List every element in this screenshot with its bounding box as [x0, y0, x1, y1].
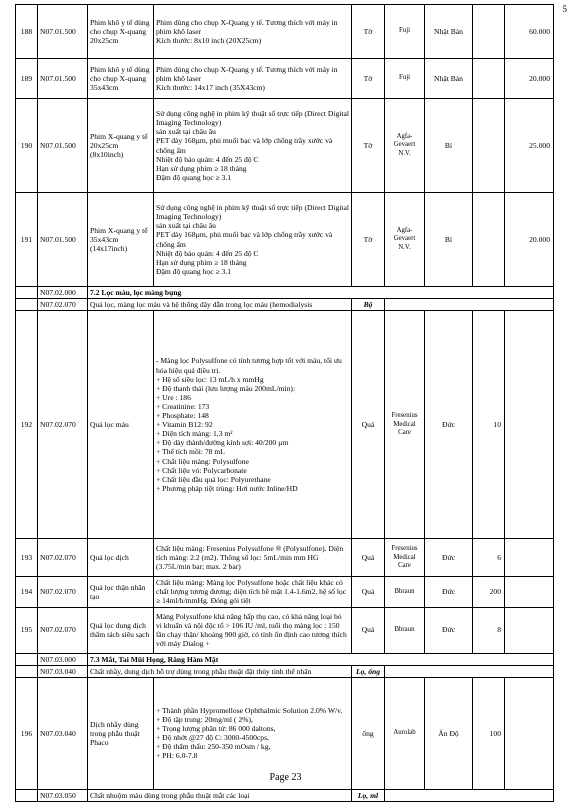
spec-line: Chất liệu màng: Fresenius Polysulfone ® (Polysulfone). Diện tích màng: 2.2 (m2). Thông số lọc: 5mL/min mm HG (3.75L/min bar; max. 2 bar)	[156, 544, 344, 572]
spec-line: + Phương pháp tiệt trùng: Hơi nước Inline/HD	[156, 483, 298, 493]
section-row	[16, 287, 554, 299]
group-unit: Lọ, ml	[352, 789, 385, 801]
item-price: 20.000	[505, 193, 554, 287]
spec-line: Kích thước: 14x17 inch (35X43cm)	[156, 83, 265, 93]
section-row	[16, 653, 554, 665]
item-price: 60.000	[505, 5, 554, 59]
group-empty	[385, 665, 554, 677]
item-name: Quả lọc máu	[88, 311, 154, 539]
table-row	[16, 577, 554, 607]
item-country: Đức	[425, 577, 473, 607]
item-unit: Quả	[352, 539, 385, 577]
group-unit: Lọ, ống	[352, 665, 385, 677]
item-code: N07.03.040	[38, 677, 88, 789]
table-row	[16, 539, 554, 577]
row-number: 192	[16, 311, 38, 539]
item-manufacturer: Bbraun	[385, 577, 425, 607]
section-code: N07.02.000	[38, 287, 88, 299]
spec-line: Chất liệu màng: Màng lọc Polysulfone hoặc chất liệu khác có chất lượng tương đương; diện tích bề mặt 1.4-1.6m2, hệ số lọc ≥ 14ml/h/mmHg. Đóng gói tiệt	[156, 578, 347, 606]
spec-line: Nhiệt độ bảo quản: 4 đến 25 độ C	[156, 248, 259, 258]
spec-line: + Phosphate: 148	[156, 411, 209, 421]
item-price: 25.000	[505, 99, 554, 193]
item-quantity: 8	[473, 607, 505, 653]
item-quantity	[473, 193, 505, 287]
spec-line: sản xuất tại châu âu	[156, 127, 216, 137]
spec-line: Hạn sử dụng phim ≥ 18 tháng	[156, 163, 247, 173]
item-unit: Tờ	[352, 193, 385, 287]
spec-line: + Creatinine: 173	[156, 401, 210, 411]
spec-line: + Độ dày thành/đường kính sợi: 40/200 µm	[156, 438, 289, 448]
item-name: Phim khô y tế dùng cho chụp X-quang 35x43cm	[88, 59, 154, 99]
spec-line: + Ure : 186	[156, 392, 191, 402]
spec-line: + PH: 6.0-7.8	[156, 751, 198, 761]
item-price: 20.000	[505, 59, 554, 99]
row-number	[16, 789, 38, 801]
item-unit: Quả	[352, 577, 385, 607]
spec-line: + Thành phần Hypromellose Ophthalmic Solution 2.0% W/v.	[156, 705, 343, 715]
table-row	[16, 5, 554, 59]
item-manufacturer: Fuji	[385, 59, 425, 99]
item-unit: Tờ	[352, 5, 385, 59]
item-quantity: 200	[473, 577, 505, 607]
row-number	[16, 653, 38, 665]
group-row	[16, 665, 554, 677]
item-manufacturer: Fuji	[385, 5, 425, 59]
row-number: 195	[16, 607, 38, 653]
item-manufacturer: Bbraun	[385, 607, 425, 653]
row-number: 196	[16, 677, 38, 789]
spec-line: + Hệ số siêu lọc: 13 mL/h x mmHg	[156, 374, 264, 384]
item-quantity: 100	[473, 677, 505, 789]
spec-line: + Vitamin B12: 92	[156, 420, 213, 430]
spec-line: + Chất liệu vỏ: Polycarbonate	[156, 465, 247, 475]
row-number	[16, 299, 38, 311]
table-row	[16, 99, 554, 193]
item-quantity	[473, 59, 505, 99]
section-title: 7.2 Lọc máu, lọc màng bụng	[88, 287, 554, 299]
item-name: Quả lọc thận nhân tạo	[88, 577, 154, 607]
group-title: Quả lọc, màng lọc máu và hệ thống dây dẫn trong lọc máu (hemodialysis	[88, 299, 352, 311]
section-title: 7.3 Mắt, Tai Mũi Họng, Răng Hàm Mặt	[88, 653, 554, 665]
item-code: N07.01.500	[38, 99, 88, 193]
table-row	[16, 607, 554, 653]
table-row	[16, 193, 554, 287]
item-unit: Quả	[352, 311, 385, 539]
table-row	[16, 59, 554, 99]
table-row	[16, 311, 554, 539]
spec-line: Nhiệt độ bảo quản: 4 đến 25 độ C	[156, 154, 259, 164]
item-name: Quả lọc dung dịch thẩm tách siêu sạch	[88, 607, 154, 653]
item-spec	[154, 99, 352, 193]
row-number: 193	[16, 539, 38, 577]
item-price	[505, 577, 554, 607]
group-row	[16, 299, 554, 311]
item-price	[505, 311, 554, 539]
spec-line: + Chất liệu màng: Polysulfone	[156, 456, 249, 466]
spec-line: Đậm độ quang học ≥ 3.1	[156, 172, 232, 182]
item-manufacturer: Aurolab	[385, 677, 425, 789]
group-code: N07.02.070	[38, 299, 88, 311]
spec-line: + Trọng lượng phân tử: 86 000 daltons,	[156, 724, 276, 734]
spec-line: Kích thước: 8x10 inch (20X25cm)	[156, 36, 262, 46]
row-number: 190	[16, 99, 38, 193]
item-country: Nhật Bản	[425, 5, 473, 59]
item-quantity: 10	[473, 311, 505, 539]
item-spec	[154, 577, 352, 607]
spec-line: + Diện tích màng: 1,3 m²	[156, 429, 233, 439]
group-empty	[385, 789, 554, 801]
item-name: Phim X-quang y tế 35x43cm (14x17inch)	[88, 193, 154, 287]
spec-line: + Độ thanh thải (lưu lượng máu 200mL/min):	[156, 383, 296, 393]
item-price	[505, 607, 554, 653]
row-number: 188	[16, 5, 38, 59]
item-code: N07.02.070	[38, 311, 88, 539]
spec-line: PET dày 168µm, phủ muối bạc và lớp chống trầy xước và chống ẩm	[156, 230, 333, 249]
item-quantity	[473, 5, 505, 59]
spec-line: Hạn sử dụng phim ≥ 18 tháng	[156, 257, 247, 267]
group-title: Chất nhầy, dung dịch hỗ trợ dùng trong phẫu thuật đặt thủy tinh thể nhân	[88, 665, 352, 677]
equipment-table	[15, 4, 554, 802]
item-name: Phim khô y tế dùng cho chụp X-quang 20x25cm	[88, 5, 154, 59]
item-spec	[154, 607, 352, 653]
spec-line: Sử dụng công nghệ in phim kỹ thuật số trực tiếp (Direct Digital Imaging Technology)	[156, 203, 349, 222]
item-unit: Quả	[352, 607, 385, 653]
item-code: N07.02.070	[38, 577, 88, 607]
item-quantity	[473, 99, 505, 193]
row-number	[16, 287, 38, 299]
item-country: Bỉ	[425, 193, 473, 287]
spec-line: PET dày 168µm, phủ muối bạc và lớp chống trầy xước và chống ẩm	[156, 136, 333, 155]
spec-line: + Thể tích mồi: 78 mL	[156, 447, 225, 457]
spec-line: + Chất liệu đầu quả lọc: Polyurethane	[156, 474, 271, 484]
item-code: N07.01.500	[38, 193, 88, 287]
item-code: N07.02.070	[38, 607, 88, 653]
item-manufacturer: Fresenius Medical Care	[385, 539, 425, 577]
spec-line: Phim dùng cho chụp X-Quang y tế. Tương thích với máy in phim khô laser	[156, 64, 338, 83]
item-manufacturer: Fresenius Medical Care	[385, 311, 425, 539]
item-country: Đức	[425, 607, 473, 653]
item-quantity: 6	[473, 539, 505, 577]
item-name: Quả lọc dịch	[88, 539, 154, 577]
page-footer: Page 23	[269, 772, 302, 783]
item-spec	[154, 5, 352, 59]
item-manufacturer: Agfa-Gevaert N.V.	[385, 99, 425, 193]
item-spec	[154, 193, 352, 287]
spec-line: Sử dụng công nghệ in phim kỹ thuật số trực tiếp (Direct Digital Imaging Technology)	[156, 109, 349, 128]
spec-line: + Độ nhớt @27 độ C: 3000-4500cps,	[156, 733, 269, 743]
spec-line: + Độ thẩm thấu: 250-350 mOsm / kg,	[156, 742, 271, 752]
spec-line: - Màng lọc Polysulfone có tính tương hợp tốt với máu, tối ưu hóa hiệu quả điều trị.	[156, 356, 342, 375]
item-code: N07.01.500	[38, 5, 88, 59]
spec-line: Màng Polysulfone khả năng hấp thụ cao, có khả năng loại bỏ vi khuẩn và nội độc tố > 106 IU /ml, tuổi thọ màng lọc : 150 lần chạy thận/ khoảng 900 giờ, có tính ổn định cao tương thích với máy Dialog +	[156, 611, 347, 649]
item-unit: Tờ	[352, 59, 385, 99]
row-number: 191	[16, 193, 38, 287]
item-price	[505, 539, 554, 577]
item-country: Bỉ	[425, 99, 473, 193]
item-manufacturer: Agfa-Gevaert N.V.	[385, 193, 425, 287]
group-code: N07.03.040	[38, 665, 88, 677]
item-country: Đức	[425, 539, 473, 577]
row-number	[16, 665, 38, 677]
group-row	[16, 789, 554, 801]
item-country: Nhật Bản	[425, 59, 473, 99]
item-name: Phim X-quang y tế 20x25cm (8x10inch)	[88, 99, 154, 193]
page-corner-marker: 5	[562, 4, 567, 14]
item-name: Dịch nhầy dùng trong phẫu thuật Phaco	[88, 677, 154, 789]
item-code: N07.02.070	[38, 539, 88, 577]
spec-line: sản xuất tại châu âu	[156, 221, 216, 231]
spec-line: Phim dùng cho chụp X-Quang y tế. Tương thích với máy in phim khô laser	[156, 17, 338, 36]
item-spec	[154, 59, 352, 99]
section-code: N07.03.000	[38, 653, 88, 665]
item-unit: ống	[352, 677, 385, 789]
row-number: 194	[16, 577, 38, 607]
group-code: N07.03.050	[38, 789, 88, 801]
spec-line: Đậm độ quang học ≥ 3.1	[156, 266, 232, 276]
item-code: N07.01.500	[38, 59, 88, 99]
item-country: Đức	[425, 311, 473, 539]
group-title: Chất nhuộm màu dùng trong phẫu thuật mắt các loại	[88, 789, 352, 801]
item-spec	[154, 311, 352, 539]
group-empty	[385, 299, 554, 311]
spec-line: + Độ tập trung: 20mg/ml ( 2%),	[156, 715, 253, 725]
row-number: 189	[16, 59, 38, 99]
item-country: Ấn Độ	[425, 677, 473, 789]
group-unit: Bộ	[352, 299, 385, 311]
item-spec	[154, 539, 352, 577]
item-unit: Tờ	[352, 99, 385, 193]
